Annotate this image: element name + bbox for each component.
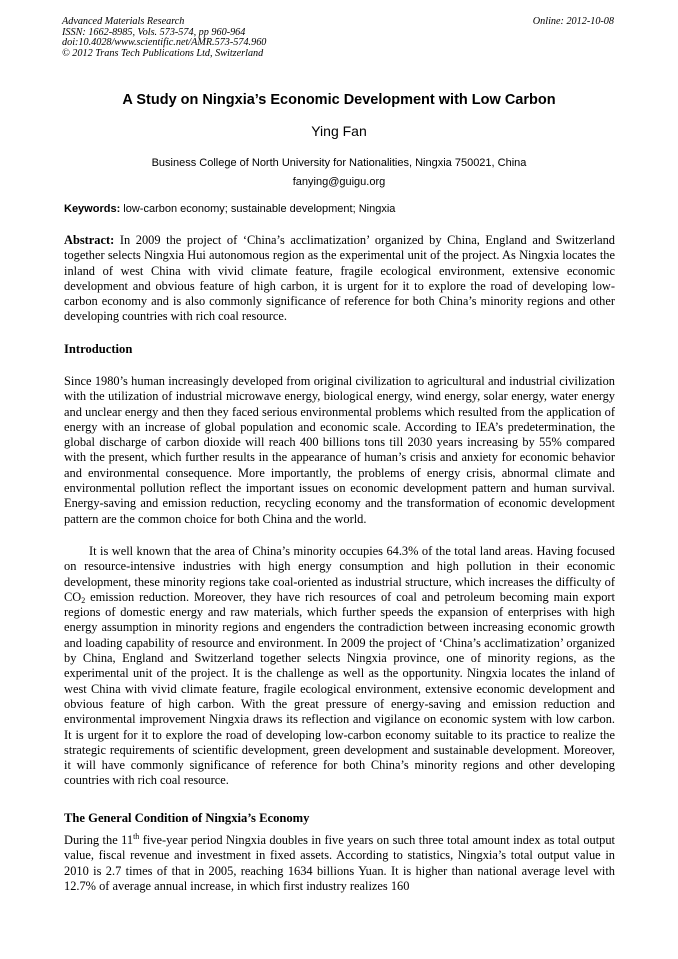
abstract-text: In 2009 the project of ‘China’s acclimatization’ organized by China, England and Switzerland together selects Ningxia Hui autonomous region as the experimental unit of the project. As Ningxia locates the inland of west China with vivid climate feature, fragile ecological environment, extensive economic development and obvious feature of high carbon, it is urgent for it to explore the road of developing low-carbon economy and is also commonly significance of reference for both China’s minority regions and other developing countries with rich coal resource.	[64, 233, 615, 324]
doi-line[interactable]: doi:10.4028/www.scientific.net/AMR.573-574.960	[62, 37, 267, 48]
paper-title: A Study on Ningxia’s Economic Development with Low Carbon	[122, 92, 556, 108]
copyright-line: © 2012 Trans Tech Publications Ltd, Switzerland	[62, 47, 264, 59]
journal-name: Advanced Materials Research	[62, 16, 185, 27]
section-heading-introduction: Introduction	[64, 342, 133, 356]
introduction-paragraph-2	[64, 544, 615, 789]
ordinal-superscript: th	[133, 832, 140, 841]
keywords-text: low-carbon economy; sustainable development; Ningxia	[120, 203, 396, 215]
author-email[interactable]: fanying@guigu.org	[292, 175, 386, 188]
general-condition-paragraph-1	[64, 833, 615, 894]
abstract-label: Abstract:	[64, 233, 115, 247]
keywords	[64, 203, 616, 215]
general-p1-part-a: During the 11	[64, 833, 134, 847]
intro-p2-part-a: It is well known that the area of China’s minority occupies 64.3% of the total land areas. Having focused on resource-intensive industries with high energy consumption and high pollution in their economic development, these minority regions take coal-oriented as industrial structure, which increases the difficulty of CO	[64, 544, 615, 604]
journal-header	[62, 17, 266, 59]
section-heading-general-condition: The General Condition of Ningxia’s Economy	[64, 811, 310, 825]
abstract	[64, 233, 615, 325]
issn-line: ISSN: 1662-8985, Vols. 573-574, pp 960-964	[62, 26, 246, 38]
co2-subscript: 2	[81, 595, 86, 605]
affiliation-block	[0, 154, 678, 191]
intro-p2-part-b: emission reduction. Moreover, they have rich resources of coal and petroleum becoming main export regions of domestic energy and raw materials, which further speeds the expansion of enterprises with high energy assumption in minority regions and engenders the contradiction between increasing economic growth and loading capability of resource and environment. In 2009 the project of ‘China’s acclimatization’ organized by China, England and Switzerland together selects Ningxia province, one of minority regions, as the experimental unit of the project. It is the challenge as well as the opportunity. Ningxia locates the inland of west China with vivid climate feature, fragile ecological environment, extensive economic development and obvious feature of high carbon. With the great pressure of energy-saving and emission reduction and environmental improvement Ningxia draws its reflection and vigilance on economic system with low carbon. It is urgent for it to explore the road of developing low-carbon economy suitable to its practice to realize the strategic requirements of scientific development, green development and sustainable development. Moreover, it will have commonly significance of reference for both China’s minority regions and other developing countries with rich coal resource.	[64, 589, 615, 788]
keywords-label: Keywords:	[64, 203, 121, 215]
author-name: Ying Fan	[311, 123, 367, 139]
introduction-paragraph-1: Since 1980’s human increasingly developed from original civilization to agricultural and industrial civilization with the utilization of industrial microwave energy, biological energy, wind energy, solar energy, water energy and unclear energy and then they faced serious environmental problems which resulted from the application of energy with an increase of global population and economic scale. According to IEA’s predetermination, the global discharge of carbon dioxide will reach 400 billions tons till 2030 years increasing by 55% compared with the present, which further results in the appearance of human’s crisis and anxiety for economic behavior and environmental consequence. More importantly, the problems of energy crisis, abnormal climate and environmental pollution reflect the important issues on economic development pattern and human survival. Energy-saving and emission reduction, recycling economy and the transformation of economic development pattern are the common choice for both China and the world.	[64, 374, 615, 526]
online-date: Online: 2012-10-08	[532, 16, 614, 27]
affiliation: Business College of North University for Nationalities, Ningxia 750021, China	[151, 157, 527, 169]
general-p1-part-b: five-year period Ningxia doubles in five years on such three total amount index as total output value, fiscal revenue and investment in fixed assets. According to statistics, Ningxia’s total output value in 2010 is 2.7 times of that in 2005, reaching 1634 billions Yuan. It is higher than national average level with 12.7% of average annual increase, in which first industry realizes 160	[64, 833, 615, 893]
